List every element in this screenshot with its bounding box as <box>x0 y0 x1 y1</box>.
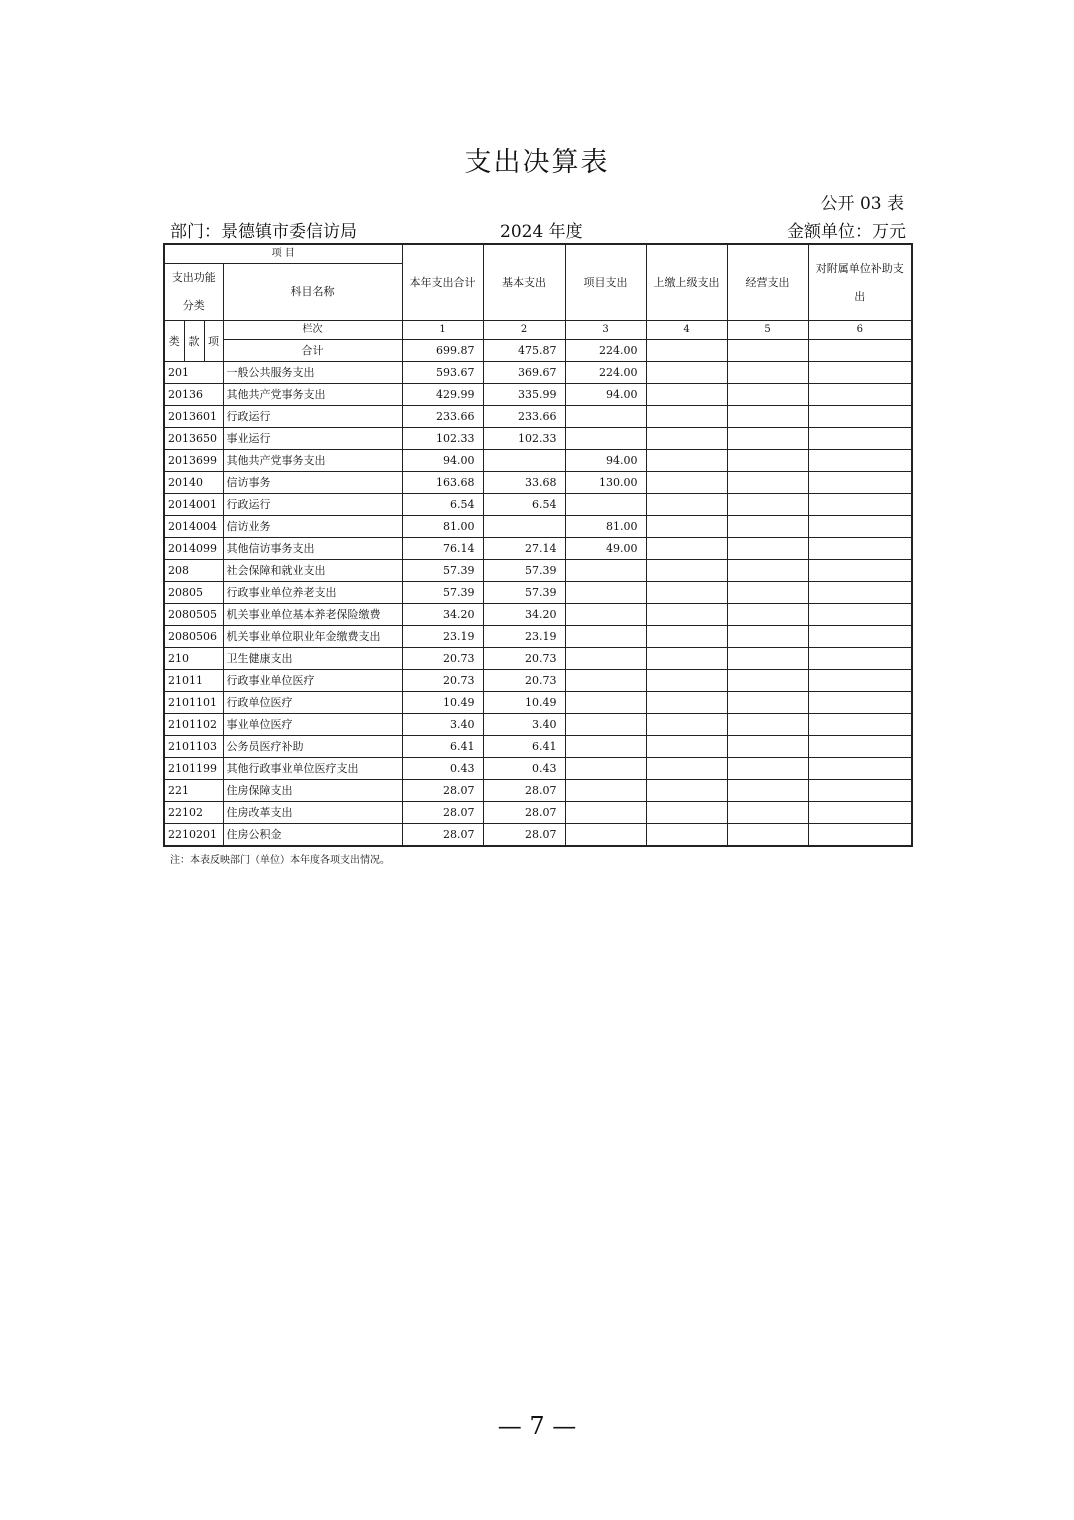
row-remit <box>646 736 727 758</box>
row-subject-name: 卫生健康支出 <box>223 648 402 670</box>
row-total: 57.39 <box>402 560 483 582</box>
fiscal-year: 2024 年度 <box>500 222 583 242</box>
table-row <box>164 780 912 802</box>
row-total: 6.54 <box>402 494 483 516</box>
table-row <box>164 736 912 758</box>
table-row <box>164 824 912 847</box>
row-remit <box>646 648 727 670</box>
row-subsidy <box>808 604 912 626</box>
row-code: 2080506 <box>164 626 223 648</box>
row-business <box>727 780 808 802</box>
row-subsidy <box>808 670 912 692</box>
row-subject-name: 住房保障支出 <box>223 780 402 802</box>
row-remit <box>646 670 727 692</box>
row-subsidy <box>808 472 912 494</box>
row-business <box>727 406 808 428</box>
row-code: 201 <box>164 362 223 384</box>
header-func-class: 支出功能分类 <box>164 264 223 321</box>
col-num: 3 <box>565 321 646 340</box>
row-basic: 27.14 <box>483 538 565 560</box>
row-total: 6.41 <box>402 736 483 758</box>
table-note: 注：本表反映部门（单位）本年度各项支出情况。 <box>170 855 390 866</box>
row-subsidy <box>808 626 912 648</box>
header-project: 项目支出 <box>565 244 646 321</box>
row-subsidy <box>808 362 912 384</box>
row-project <box>565 736 646 758</box>
header-basic: 基本支出 <box>483 244 565 321</box>
row-code: 22102 <box>164 802 223 824</box>
row-code: 2101101 <box>164 692 223 714</box>
row-subject-name: 其他共产党事务支出 <box>223 450 402 472</box>
row-code: 2014004 <box>164 516 223 538</box>
header-column-index: 栏次 <box>223 321 402 340</box>
page-number: — 7 — <box>497 1412 577 1440</box>
expenditure-table <box>163 243 913 847</box>
row-project: 130.00 <box>565 472 646 494</box>
table-row <box>164 428 912 450</box>
row-subject-name: 社会保障和就业支出 <box>223 560 402 582</box>
row-total: 429.99 <box>402 384 483 406</box>
row-subject-name: 机关事业单位职业年金缴费支出 <box>223 626 402 648</box>
row-business <box>727 736 808 758</box>
row-project: 81.00 <box>565 516 646 538</box>
row-subject-name: 一般公共服务支出 <box>223 362 402 384</box>
col-num: 1 <box>402 321 483 340</box>
row-project <box>565 560 646 582</box>
row-subject-name: 行政运行 <box>223 494 402 516</box>
row-subsidy <box>808 560 912 582</box>
row-subsidy <box>808 450 912 472</box>
row-subject-name: 事业运行 <box>223 428 402 450</box>
header-lei: 类 <box>164 321 184 362</box>
row-business <box>727 450 808 472</box>
row-subsidy <box>808 758 912 780</box>
row-subsidy <box>808 692 912 714</box>
row-remit <box>646 714 727 736</box>
row-basic: 335.99 <box>483 384 565 406</box>
row-subsidy <box>808 736 912 758</box>
row-total: 0.43 <box>402 758 483 780</box>
sum-total: 699.87 <box>402 340 483 362</box>
row-code: 21011 <box>164 670 223 692</box>
row-subsidy <box>808 582 912 604</box>
header-kuan: 款 <box>184 321 204 362</box>
row-subject-name: 行政事业单位医疗 <box>223 670 402 692</box>
row-subsidy <box>808 384 912 406</box>
row-basic: 6.41 <box>483 736 565 758</box>
table-row <box>164 648 912 670</box>
row-subsidy <box>808 406 912 428</box>
row-project <box>565 604 646 626</box>
department-label: 部门：景德镇市委信访局 <box>170 222 357 242</box>
row-subject-name: 住房改革支出 <box>223 802 402 824</box>
row-code: 20136 <box>164 384 223 406</box>
table-row <box>164 362 912 384</box>
sum-business <box>727 340 808 362</box>
table-row <box>164 538 912 560</box>
table-row <box>164 582 912 604</box>
table-row <box>164 560 912 582</box>
row-basic: 23.19 <box>483 626 565 648</box>
header-subsidy: 对附属单位补助支出 <box>808 244 912 321</box>
row-project <box>565 406 646 428</box>
row-basic: 57.39 <box>483 582 565 604</box>
row-project <box>565 494 646 516</box>
row-code: 2101102 <box>164 714 223 736</box>
table-row <box>164 626 912 648</box>
row-business <box>727 516 808 538</box>
row-subject-name: 其他共产党事务支出 <box>223 384 402 406</box>
row-subject-name: 行政事业单位养老支出 <box>223 582 402 604</box>
row-project <box>565 824 646 847</box>
row-remit <box>646 626 727 648</box>
table-row <box>164 802 912 824</box>
row-subject-name: 公务员医疗补助 <box>223 736 402 758</box>
row-basic: 28.07 <box>483 802 565 824</box>
table-row <box>164 758 912 780</box>
header-business: 经营支出 <box>727 244 808 321</box>
row-remit <box>646 494 727 516</box>
sum-row <box>164 340 912 362</box>
row-basic: 233.66 <box>483 406 565 428</box>
row-project <box>565 692 646 714</box>
row-total: 28.07 <box>402 824 483 847</box>
row-remit <box>646 560 727 582</box>
row-business <box>727 384 808 406</box>
row-business <box>727 494 808 516</box>
row-business <box>727 670 808 692</box>
row-business <box>727 362 808 384</box>
row-total: 28.07 <box>402 780 483 802</box>
row-basic: 369.67 <box>483 362 565 384</box>
row-total: 3.40 <box>402 714 483 736</box>
amount-unit: 金额单位：万元 <box>787 222 906 242</box>
row-code: 2101199 <box>164 758 223 780</box>
sum-project: 224.00 <box>565 340 646 362</box>
table-row <box>164 494 912 516</box>
row-total: 28.07 <box>402 802 483 824</box>
row-remit <box>646 362 727 384</box>
row-project: 94.00 <box>565 450 646 472</box>
row-total: 23.19 <box>402 626 483 648</box>
row-subsidy <box>808 714 912 736</box>
row-subsidy <box>808 824 912 847</box>
row-subsidy <box>808 802 912 824</box>
row-subject-name: 行政运行 <box>223 406 402 428</box>
row-code: 208 <box>164 560 223 582</box>
row-total: 57.39 <box>402 582 483 604</box>
row-basic: 10.49 <box>483 692 565 714</box>
row-business <box>727 538 808 560</box>
row-remit <box>646 692 727 714</box>
row-basic: 34.20 <box>483 604 565 626</box>
row-remit <box>646 780 727 802</box>
row-basic: 33.68 <box>483 472 565 494</box>
row-total: 102.33 <box>402 428 483 450</box>
row-code: 2014001 <box>164 494 223 516</box>
row-code: 2013699 <box>164 450 223 472</box>
row-business <box>727 802 808 824</box>
row-business <box>727 648 808 670</box>
row-total: 34.20 <box>402 604 483 626</box>
col-num: 5 <box>727 321 808 340</box>
row-business <box>727 714 808 736</box>
row-basic: 28.07 <box>483 824 565 847</box>
form-number: 公开 03 表 <box>820 194 904 214</box>
row-subject-name: 信访业务 <box>223 516 402 538</box>
row-subject-name: 机关事业单位基本养老保险缴费 <box>223 604 402 626</box>
row-business <box>727 560 808 582</box>
row-subject-name: 行政单位医疗 <box>223 692 402 714</box>
row-basic <box>483 450 565 472</box>
row-code: 2101103 <box>164 736 223 758</box>
row-remit <box>646 824 727 847</box>
row-code: 2080505 <box>164 604 223 626</box>
table-row <box>164 604 912 626</box>
row-remit <box>646 604 727 626</box>
row-business <box>727 758 808 780</box>
header-xiang: 项 <box>204 321 223 362</box>
row-project <box>565 648 646 670</box>
header-subject-name: 科目名称 <box>223 264 402 321</box>
row-code: 221 <box>164 780 223 802</box>
row-remit <box>646 406 727 428</box>
row-remit <box>646 758 727 780</box>
row-total: 163.68 <box>402 472 483 494</box>
header-item: 项 目 <box>164 244 402 264</box>
row-remit <box>646 384 727 406</box>
row-basic: 20.73 <box>483 670 565 692</box>
row-business <box>727 692 808 714</box>
table-row <box>164 384 912 406</box>
row-remit <box>646 802 727 824</box>
header-total: 本年支出合计 <box>402 244 483 321</box>
row-remit <box>646 538 727 560</box>
row-basic: 102.33 <box>483 428 565 450</box>
row-code: 2210201 <box>164 824 223 847</box>
table-row <box>164 692 912 714</box>
header-remit: 上缴上级支出 <box>646 244 727 321</box>
table-row <box>164 450 912 472</box>
row-code: 20140 <box>164 472 223 494</box>
row-remit <box>646 516 727 538</box>
row-total: 593.67 <box>402 362 483 384</box>
row-project <box>565 670 646 692</box>
row-business <box>727 604 808 626</box>
row-project: 49.00 <box>565 538 646 560</box>
row-project <box>565 802 646 824</box>
row-subject-name: 住房公积金 <box>223 824 402 847</box>
report-meta <box>170 217 906 241</box>
row-project <box>565 714 646 736</box>
row-basic: 28.07 <box>483 780 565 802</box>
row-basic: 57.39 <box>483 560 565 582</box>
row-business <box>727 472 808 494</box>
row-project <box>565 780 646 802</box>
page-title: 支出决算表 <box>464 147 610 178</box>
row-basic <box>483 516 565 538</box>
row-basic: 20.73 <box>483 648 565 670</box>
row-business <box>727 428 808 450</box>
row-business <box>727 582 808 604</box>
row-subject-name: 事业单位医疗 <box>223 714 402 736</box>
row-subject-name: 其他信访事务支出 <box>223 538 402 560</box>
table-row <box>164 406 912 428</box>
row-code: 2013650 <box>164 428 223 450</box>
table-row <box>164 516 912 538</box>
row-total: 76.14 <box>402 538 483 560</box>
row-code: 2014099 <box>164 538 223 560</box>
row-basic: 0.43 <box>483 758 565 780</box>
row-total: 10.49 <box>402 692 483 714</box>
table-row <box>164 670 912 692</box>
row-project: 94.00 <box>565 384 646 406</box>
sum-label: 合计 <box>223 340 402 362</box>
sum-remit <box>646 340 727 362</box>
row-subsidy <box>808 428 912 450</box>
row-code: 2013601 <box>164 406 223 428</box>
table-row <box>164 472 912 494</box>
row-subsidy <box>808 494 912 516</box>
row-subsidy <box>808 648 912 670</box>
row-business <box>727 824 808 847</box>
row-total: 20.73 <box>402 648 483 670</box>
row-subject-name: 信访事务 <box>223 472 402 494</box>
row-subject-name: 其他行政事业单位医疗支出 <box>223 758 402 780</box>
row-remit <box>646 582 727 604</box>
row-basic: 3.40 <box>483 714 565 736</box>
row-subsidy <box>808 780 912 802</box>
row-project <box>565 626 646 648</box>
sum-subsidy <box>808 340 912 362</box>
row-project <box>565 582 646 604</box>
row-subsidy <box>808 516 912 538</box>
row-code: 210 <box>164 648 223 670</box>
col-num: 4 <box>646 321 727 340</box>
row-remit <box>646 450 727 472</box>
row-total: 94.00 <box>402 450 483 472</box>
row-project: 224.00 <box>565 362 646 384</box>
col-num: 2 <box>483 321 565 340</box>
row-basic: 6.54 <box>483 494 565 516</box>
sum-basic: 475.87 <box>483 340 565 362</box>
row-remit <box>646 428 727 450</box>
table-row <box>164 714 912 736</box>
row-remit <box>646 472 727 494</box>
row-project <box>565 428 646 450</box>
row-total: 20.73 <box>402 670 483 692</box>
row-subsidy <box>808 538 912 560</box>
row-total: 81.00 <box>402 516 483 538</box>
row-code: 20805 <box>164 582 223 604</box>
row-total: 233.66 <box>402 406 483 428</box>
col-num: 6 <box>808 321 912 340</box>
row-project <box>565 758 646 780</box>
row-business <box>727 626 808 648</box>
